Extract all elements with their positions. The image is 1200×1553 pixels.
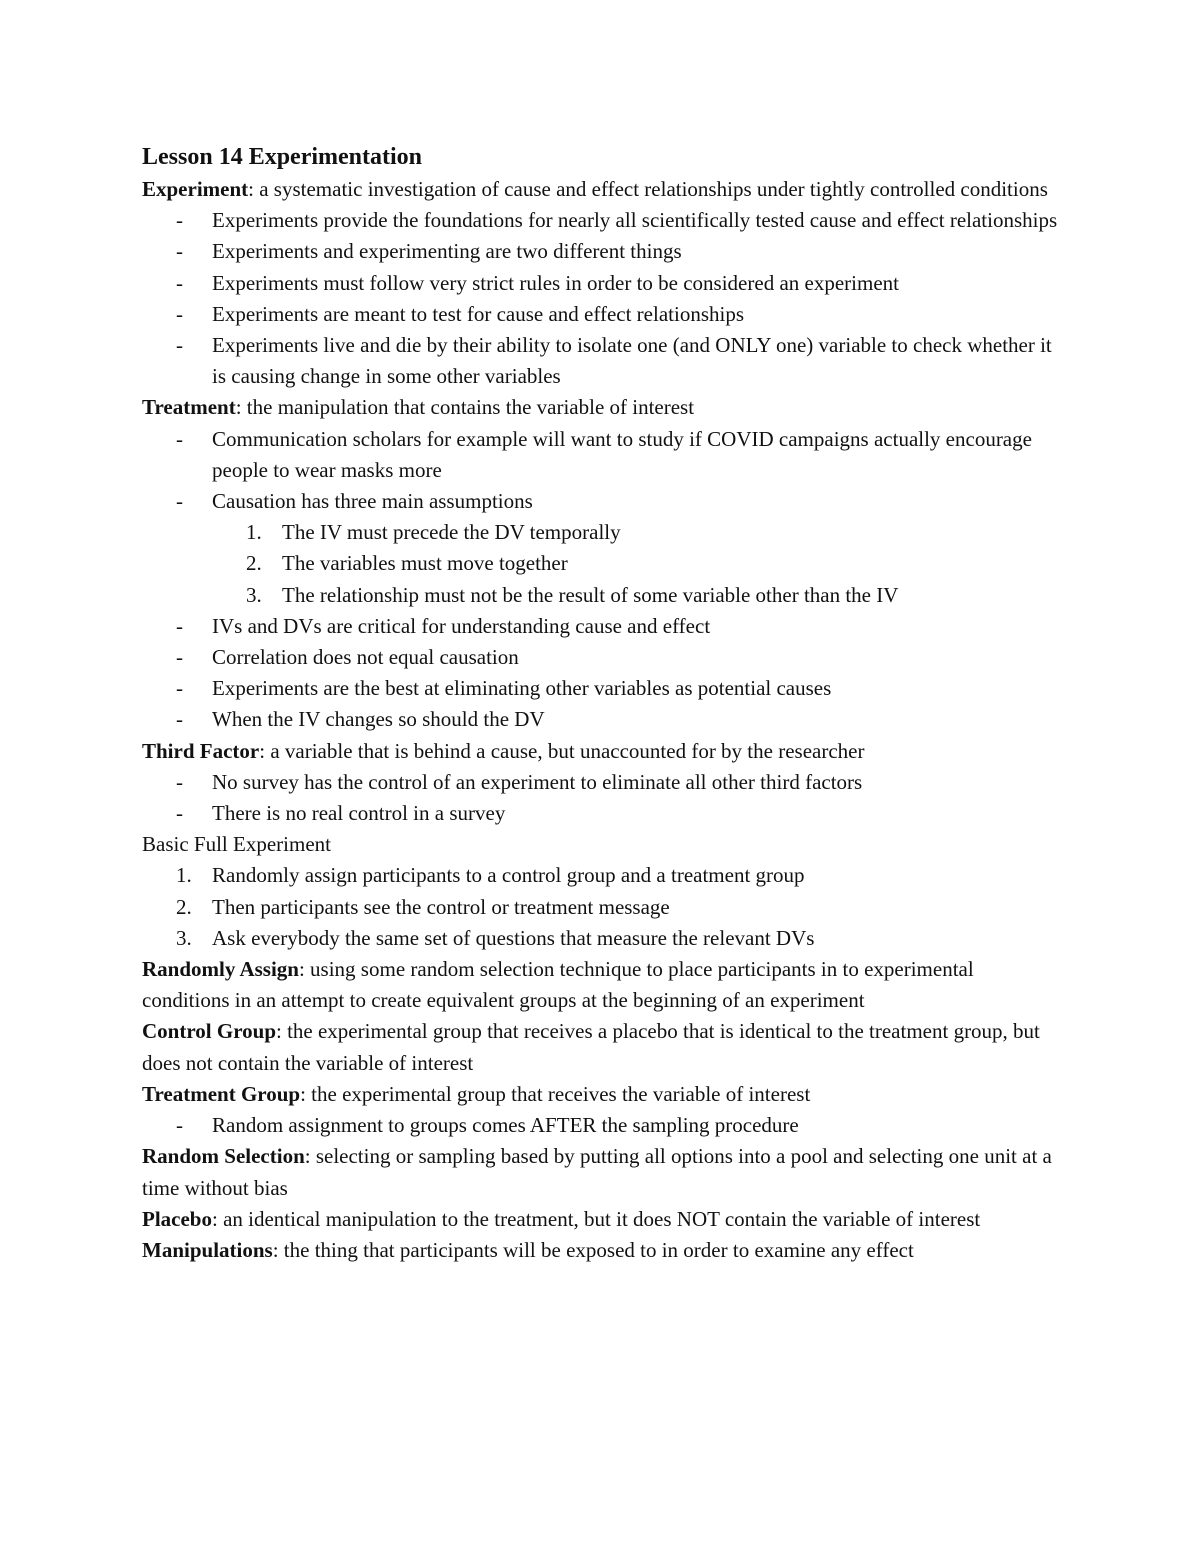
basic-full-experiment-steps (142, 860, 1060, 954)
causation-assumptions (142, 517, 1060, 611)
random-selection-definition (142, 1141, 1060, 1203)
treatment-definition (142, 392, 1060, 423)
treatment-bullets-a (142, 424, 1060, 518)
list-item: - Experiments are meant to test for cause and effect relationships (142, 299, 1060, 330)
list-item: - No survey has the control of an experiment to eliminate all other third factors (142, 767, 1060, 798)
control-group-definition (142, 1016, 1060, 1078)
manipulations-def: : the thing that participants will be exposed to in order to examine any effect (272, 1237, 914, 1262)
list-item: - Experiments must follow very strict rules in order to be considered an experiment (142, 268, 1060, 299)
third-factor-term: Third Factor (142, 738, 260, 763)
manipulations-definition (142, 1235, 1060, 1266)
treatment-group-def: : the experimental group that receives the variable of interest (300, 1081, 811, 1106)
list-number: 1. (246, 520, 262, 545)
experiment-definition (142, 174, 1060, 205)
list-item: - Correlation does not equal causation (142, 642, 1060, 673)
list-number: 3. (246, 582, 262, 607)
treatment-term: Treatment (142, 395, 236, 420)
list-item: - When the IV changes so should the DV (142, 704, 1060, 735)
list-item: - Causation has three main assumptions (142, 486, 1060, 517)
experiment-def: : a systematic investigation of cause and effect relationships under tightly controlled conditions (248, 177, 1048, 201)
randomly-assign-def: : using some random selection technique to place participants in to experimental conditions in an attempt to create equivalent groups at the beginning of an experiment (142, 957, 974, 1013)
third-factor-bullets (142, 767, 1060, 829)
list-text: The variables must move together (282, 551, 568, 576)
experiment-term: Experiment (142, 177, 249, 201)
list-item: - There is no real control in a survey (142, 798, 1060, 829)
list-item: - Experiments live and die by their ability to isolate one (and ONLY one) variable to check whether it is causing change in some other variables (142, 330, 1060, 392)
list-item: - IVs and DVs are critical for understanding cause and effect (142, 611, 1060, 642)
list-item: - Random assignment to groups comes AFTER the sampling procedure (142, 1110, 1060, 1141)
randomly-assign-term: Randomly Assign (142, 957, 299, 982)
list-number: 2. (246, 551, 262, 576)
list-text: Randomly assign participants to a control group and a treatment group (212, 863, 805, 888)
list-item (142, 580, 1060, 611)
random-selection-term: Random Selection (142, 1144, 305, 1169)
control-group-def: : the experimental group that receives a placebo that is identical to the treatment group, but does not contain the variable of interest (142, 1019, 1040, 1075)
randomly-assign-definition (142, 954, 1060, 1016)
list-text: Then participants see the control or treatment message (212, 894, 670, 919)
list-number: 3. (176, 925, 192, 950)
third-factor-def: : a variable that is behind a cause, but unaccounted for by the researcher (259, 738, 865, 763)
treatment-group-bullets (142, 1110, 1060, 1141)
third-factor-definition (142, 736, 1060, 767)
list-item: - Communication scholars for example will want to study if COVID campaigns actually encourage people to wear masks more (142, 424, 1060, 486)
list-number: 1. (176, 863, 192, 888)
experiment-bullets (142, 205, 1060, 392)
basic-full-experiment-heading: Basic Full Experiment (142, 832, 331, 857)
treatment-def: : the manipulation that contains the variable of interest (235, 395, 695, 420)
list-item (142, 860, 1060, 891)
list-text: Ask everybody the same set of questions that measure the relevant DVs (212, 925, 815, 950)
placebo-term: Placebo (142, 1206, 212, 1231)
list-item: - Experiments and experimenting are two different things (142, 236, 1060, 267)
page-title: Lesson 14 Experimentation (142, 144, 423, 170)
list-item (142, 923, 1060, 954)
treatment-bullets-b (142, 611, 1060, 736)
treatment-group-term: Treatment Group (142, 1081, 301, 1106)
list-item (142, 892, 1060, 923)
control-group-term: Control Group (142, 1019, 276, 1044)
list-item: - Experiments are the best at eliminating other variables as potential causes (142, 673, 1060, 704)
list-item (142, 548, 1060, 579)
placebo-definition (142, 1204, 1060, 1235)
placebo-def: : an identical manipulation to the treatment, but it does NOT contain the variable of interest (211, 1206, 981, 1231)
list-number: 2. (176, 894, 192, 919)
random-selection-def: : selecting or sampling based by putting all options into a pool and selecting one unit at a time without bias (142, 1144, 1052, 1200)
list-text: The IV must precede the DV temporally (282, 520, 621, 545)
list-item: - Experiments provide the foundations for nearly all scientifically tested cause and effect relationships (142, 205, 1060, 236)
treatment-group-definition (142, 1079, 1060, 1110)
manipulations-term: Manipulations (142, 1237, 273, 1262)
list-text: The relationship must not be the result of some variable other than the IV (282, 582, 899, 607)
list-item (142, 517, 1060, 548)
